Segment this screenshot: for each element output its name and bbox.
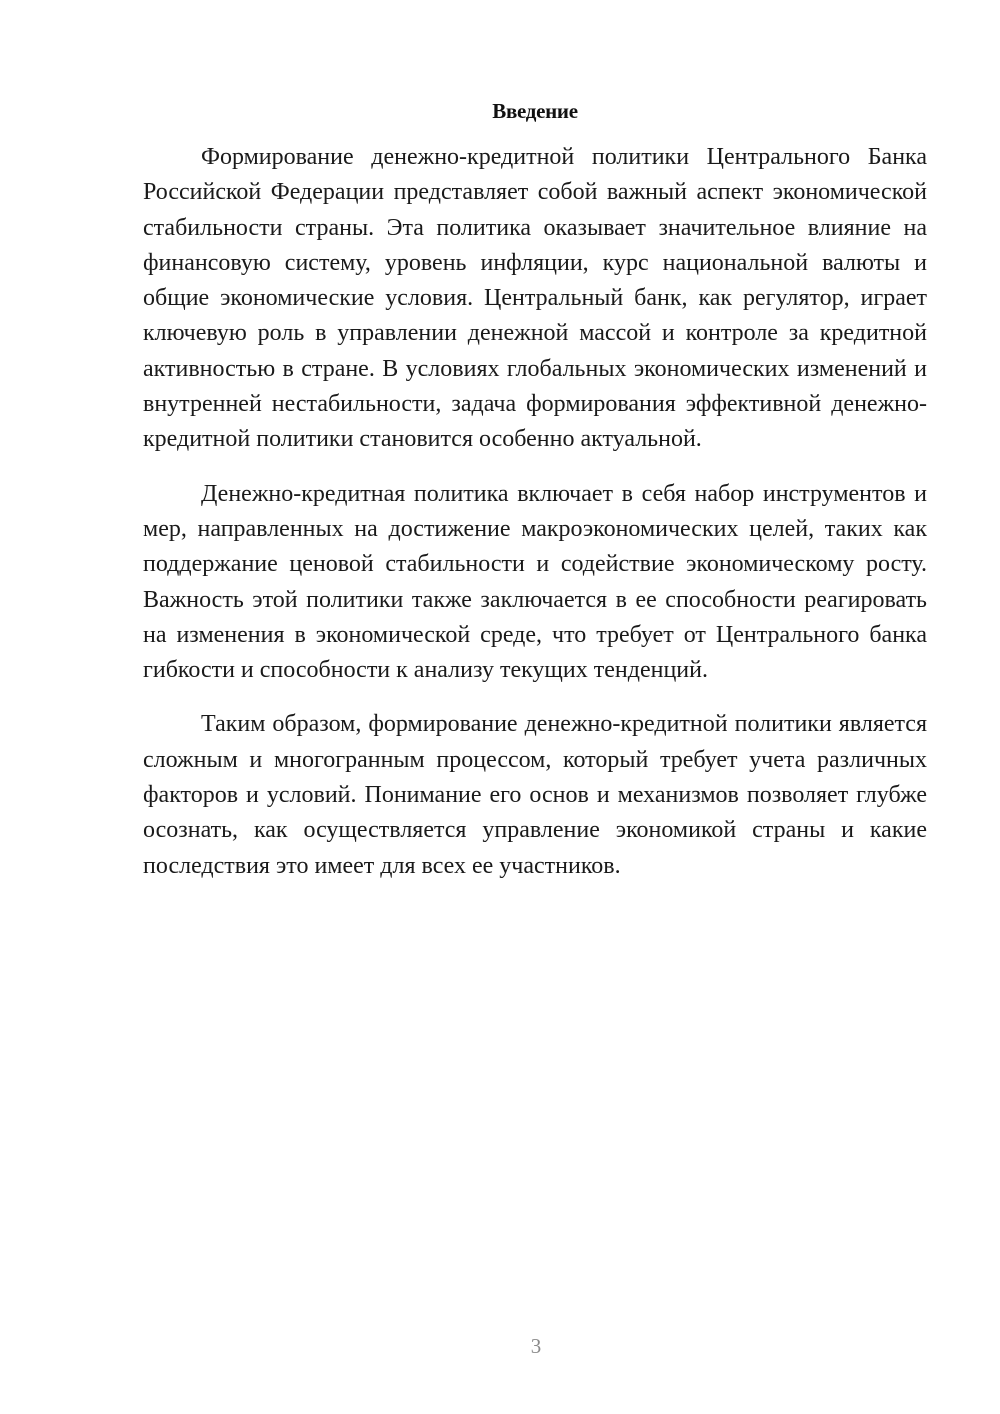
section-heading: Введение — [492, 99, 578, 123]
page-number: 3 — [530, 1334, 542, 1358]
paragraph-3: Таким образом, формирование денежно-кредитной политики является сложным и многогранным процессом, который требует учета различных факторов и условий. Понимание его основ и механизмов позволяет глубже осознать, как осуществляется управление экономикой страны и какие последствия это имеет для всех ее участников. — [143, 711, 927, 879]
paragraph-1: Формирование денежно-кредитной политики Центрального Банка Российской Федерации представляет собой важный аспект экономической стабильности страны. Эта политика оказывает значительное влияние на финансовую систему, уровень инфляции, курс национальной валюты и общие экономические условия. Центральный банк, как регулятор, играет ключевую роль в управлении денежной массой и контроле за кредитной активностью в стране. В условиях глобальных экономических изменений и внутренней нестабильности, задача формирования эффективной денежно-кредитной политики становится особенно актуальной. — [143, 144, 927, 453]
paragraph-2: Денежно-кредитная политика включает в себя набор инструментов и мер, направленных на достижение макроэкономических целей, таких как поддержание ценовой стабильности и содействие экономическому росту. Важность этой политики также заключается в ее способности реагировать на изменения в экономической среде, что требует от Центрального банка гибкости и способности к анализу текущих тенденций. — [143, 480, 927, 684]
page-content — [143, 96, 927, 884]
